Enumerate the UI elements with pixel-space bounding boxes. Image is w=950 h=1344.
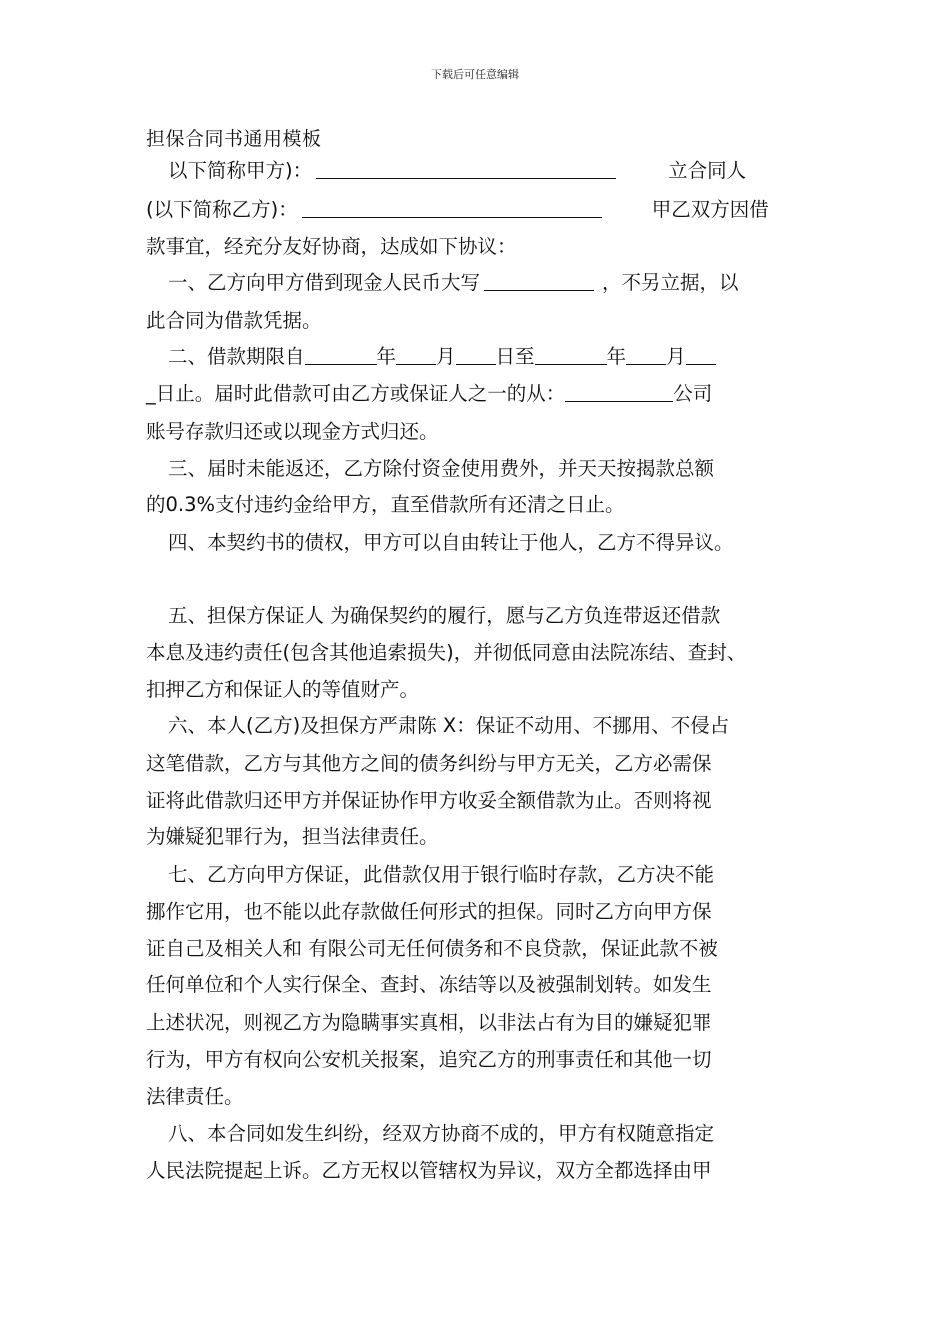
line-text: 的0.3%支付违约金给甲方，直至借款所有还清之日止。 bbox=[146, 493, 625, 516]
line-text: 证自己及相关人和 有限公司无任何债务和不良贷款，保证此款不被 bbox=[146, 937, 718, 960]
text-line bbox=[146, 234, 810, 260]
line-text: 立合同人 bbox=[668, 159, 747, 182]
line-text: 任何单位和个人实行保全、查封、冻结等以及被强制划转。如发生 bbox=[146, 973, 712, 996]
text-line bbox=[146, 492, 810, 518]
page-header: 下载后可任意编辑 bbox=[431, 68, 519, 81]
line-text: 月 bbox=[666, 345, 686, 368]
fill-in-blank bbox=[535, 346, 607, 365]
fill-in-blank bbox=[396, 346, 436, 365]
text-line bbox=[146, 419, 810, 445]
text-line bbox=[146, 381, 810, 407]
line-text: 日至 bbox=[495, 345, 535, 368]
fill-in-blank bbox=[484, 272, 594, 291]
text-line bbox=[146, 640, 810, 666]
fill-in-blank bbox=[565, 383, 673, 402]
text-line bbox=[146, 270, 832, 296]
text-line bbox=[146, 530, 832, 556]
fill-in-blank bbox=[316, 160, 616, 179]
document-title: 担保合同书通用模板 bbox=[146, 128, 322, 150]
line-text: 法律责任。 bbox=[146, 1085, 244, 1108]
line-text: 月 bbox=[436, 345, 456, 368]
line-text: 六、本人(乙方)及担保方严肃陈 X：保证不动用、不挪用、不侵占 bbox=[168, 714, 730, 737]
line-text: 三、届时未能返还，乙方除付资金使用费外，并天天按揭款总额 bbox=[168, 457, 715, 480]
text-line bbox=[146, 751, 810, 777]
line-text: 上述状况，则视乙方为隐瞒事实真相，以非法占有为目的嫌疑犯罪 bbox=[146, 1011, 712, 1034]
text-line bbox=[146, 1158, 810, 1184]
line-text: (以下简称乙方)： bbox=[146, 198, 298, 221]
line-text: 甲乙双方因借 bbox=[651, 198, 769, 221]
line-text: 七、乙方向甲方保证，此借款仅用于银行临时存款，乙方决不能 bbox=[168, 863, 715, 886]
line-text: 年 bbox=[376, 345, 397, 368]
fill-in-blank bbox=[305, 346, 377, 365]
line-text: 人民法院提起上诉。乙方无权以管辖权为异议，双方全都选择由甲 bbox=[146, 1159, 712, 1182]
line-text: 挪作它用，也不能以此存款做任何形式的担保。同时乙方向甲方保 bbox=[146, 900, 712, 923]
text-line bbox=[146, 824, 810, 850]
text-line bbox=[146, 899, 810, 925]
line-text: 二、借款期限自 bbox=[168, 345, 305, 368]
fill-in-blank bbox=[626, 346, 666, 365]
text-line bbox=[146, 344, 832, 370]
text-line bbox=[146, 862, 832, 888]
line-text: ，不另立据，以 bbox=[602, 271, 739, 294]
text-line bbox=[146, 788, 810, 814]
line-text: 此合同为借款凭据。 bbox=[146, 309, 322, 332]
line-text: 本息及违约责任(包含其他追索损失)，并彻低同意由法院冻结、查封、 bbox=[146, 641, 747, 664]
text-line bbox=[146, 713, 832, 739]
text-line bbox=[146, 158, 832, 184]
line-text: 公司 bbox=[673, 382, 713, 405]
fill-in-blank bbox=[302, 199, 602, 218]
text-line bbox=[146, 197, 810, 223]
line-text: 以下简称甲方)： bbox=[168, 159, 313, 182]
text-line bbox=[146, 936, 810, 962]
text-line bbox=[146, 603, 832, 629]
text-line bbox=[146, 972, 810, 998]
text-line bbox=[146, 308, 810, 334]
line-text: 证将此借款归还甲方并保证协作甲方收妥全额借款为止。否则将视 bbox=[146, 789, 712, 812]
text-line bbox=[146, 456, 832, 482]
line-text: 四、本契约书的债权，甲方可以自由转让于他人，乙方不得异议。 bbox=[168, 531, 734, 554]
line-text: 一、乙方向甲方借到现金人民币大写 bbox=[168, 271, 481, 294]
line-text: 五、担保方保证人 为确保契约的履行，愿与乙方负连带返还借款 bbox=[168, 604, 721, 627]
text-line bbox=[146, 1084, 810, 1110]
line-text: 扣押乙方和保证人的等值财产。 bbox=[146, 678, 420, 701]
line-text: 账号存款归还或以现金方式归还。 bbox=[146, 420, 439, 443]
line-text: 行为，甲方有权向公安机关报案，追究乙方的刑事责任和其他一切 bbox=[146, 1048, 712, 1071]
line-text: 款事宜，经充分友好协商，达成如下协议： bbox=[146, 235, 517, 258]
text-line bbox=[146, 1047, 810, 1073]
line-text: 这笔借款，乙方与其他方之间的债务纠纷与甲方无关，乙方必需保 bbox=[146, 752, 712, 775]
fill-in-blank bbox=[456, 346, 496, 365]
text-line bbox=[146, 677, 810, 703]
line-text: _日止。届时此借款可由乙方或保证人之一的从： bbox=[146, 382, 566, 405]
line-text: 年 bbox=[606, 345, 627, 368]
text-line bbox=[146, 1010, 810, 1036]
fill-in-blank bbox=[686, 346, 716, 365]
text-line bbox=[146, 1121, 832, 1147]
line-text: 八、本合同如发生纠纷，经双方协商不成的，甲方有权随意指定 bbox=[168, 1122, 715, 1145]
line-text: 为嫌疑犯罪行为，担当法律责任。 bbox=[146, 825, 439, 848]
